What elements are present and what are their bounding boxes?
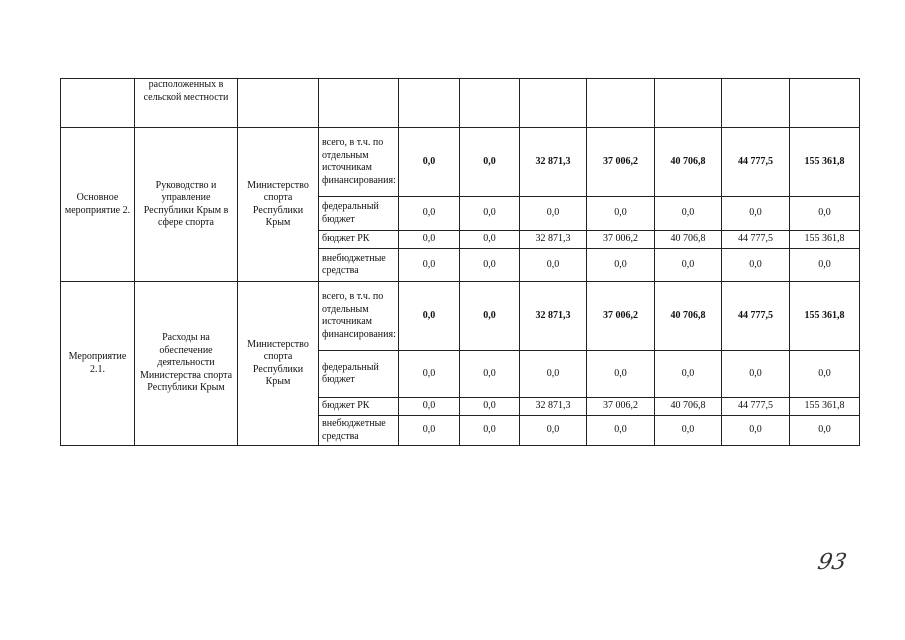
funding-source: всего, в т.ч. по отдельным источникам финансирования:	[319, 128, 399, 197]
value-cell: 0,0	[399, 231, 460, 249]
value-cell: 0,0	[460, 416, 520, 446]
value-cell: 0,0	[587, 416, 655, 446]
value-cell: 32 871,3	[520, 231, 587, 249]
value-cell: 0,0	[399, 351, 460, 398]
value-cell: 37 006,2	[587, 128, 655, 197]
executor: Министерство спорта Республики Крым	[238, 282, 319, 446]
value-cell: 0,0	[520, 249, 587, 282]
funding-source: внебюджетные средства	[319, 416, 399, 446]
table-row	[61, 282, 860, 351]
table-cell	[587, 79, 655, 128]
value-cell: 0,0	[460, 128, 520, 197]
value-cell: 0,0	[587, 197, 655, 231]
value-cell: 37 006,2	[587, 282, 655, 351]
value-cell: 0,0	[399, 416, 460, 446]
value-cell: 0,0	[722, 249, 790, 282]
table-cell	[238, 79, 319, 128]
value-cell: 0,0	[722, 351, 790, 398]
table-cell	[399, 79, 460, 128]
value-cell: 0,0	[790, 351, 860, 398]
value-cell: 0,0	[460, 197, 520, 231]
value-cell: 0,0	[520, 416, 587, 446]
value-cell: 44 777,5	[722, 231, 790, 249]
value-cell: 0,0	[790, 249, 860, 282]
value-cell: 32 871,3	[520, 282, 587, 351]
value-cell: 155 361,8	[790, 128, 860, 197]
value-cell: 0,0	[460, 351, 520, 398]
value-cell: 0,0	[722, 416, 790, 446]
funding-source: всего, в т.ч. по отдельным источникам финансирования:	[319, 282, 399, 351]
value-cell: 44 777,5	[722, 282, 790, 351]
value-cell: 0,0	[790, 197, 860, 231]
value-cell: 0,0	[520, 351, 587, 398]
funding-table	[60, 78, 860, 446]
value-cell: 155 361,8	[790, 282, 860, 351]
table-cell	[319, 79, 399, 128]
value-cell: 40 706,8	[655, 128, 722, 197]
value-cell: 0,0	[399, 398, 460, 416]
value-cell: 0,0	[460, 249, 520, 282]
table-row	[61, 79, 860, 128]
value-cell: 155 361,8	[790, 398, 860, 416]
value-cell: 0,0	[399, 128, 460, 197]
value-cell: 0,0	[790, 416, 860, 446]
value-cell: 155 361,8	[790, 231, 860, 249]
value-cell: 0,0	[655, 197, 722, 231]
event-name: Расходы на обеспечение деятельности Министерства спорта Республики Крым	[135, 282, 238, 446]
value-cell: 32 871,3	[520, 128, 587, 197]
value-cell: 0,0	[460, 282, 520, 351]
value-cell: 0,0	[655, 416, 722, 446]
funding-source: федеральный бюджет	[319, 351, 399, 398]
table-row	[61, 128, 860, 197]
value-cell: 0,0	[655, 249, 722, 282]
funding-source: внебюджетные средства	[319, 249, 399, 282]
value-cell: 0,0	[399, 197, 460, 231]
value-cell: 0,0	[587, 351, 655, 398]
table-cell	[790, 79, 860, 128]
value-cell: 0,0	[399, 282, 460, 351]
value-cell: 0,0	[655, 351, 722, 398]
value-cell: 44 777,5	[722, 128, 790, 197]
executor: Министерство спорта Республики Крым	[238, 128, 319, 282]
value-cell: 40 706,8	[655, 282, 722, 351]
table-cell	[61, 79, 135, 128]
table-cell	[655, 79, 722, 128]
value-cell: 0,0	[460, 231, 520, 249]
page-number: 93	[815, 550, 849, 575]
event-label: Основное мероприятие 2.	[61, 128, 135, 282]
event-name: Руководство и управление Республики Крым в сфере спорта	[135, 128, 238, 282]
value-cell: 0,0	[520, 197, 587, 231]
value-cell: 0,0	[722, 197, 790, 231]
table-cell: расположенных в сельской местности	[135, 79, 238, 128]
value-cell: 37 006,2	[587, 398, 655, 416]
value-cell: 32 871,3	[520, 398, 587, 416]
funding-source: бюджет РК	[319, 398, 399, 416]
table-cell	[520, 79, 587, 128]
table-cell	[722, 79, 790, 128]
value-cell: 0,0	[399, 249, 460, 282]
funding-source: федеральный бюджет	[319, 197, 399, 231]
value-cell: 40 706,8	[655, 231, 722, 249]
value-cell: 0,0	[587, 249, 655, 282]
value-cell: 37 006,2	[587, 231, 655, 249]
event-label: Мероприятие 2.1.	[61, 282, 135, 446]
funding-source: бюджет РК	[319, 231, 399, 249]
value-cell: 40 706,8	[655, 398, 722, 416]
value-cell: 44 777,5	[722, 398, 790, 416]
table-cell	[460, 79, 520, 128]
value-cell: 0,0	[460, 398, 520, 416]
